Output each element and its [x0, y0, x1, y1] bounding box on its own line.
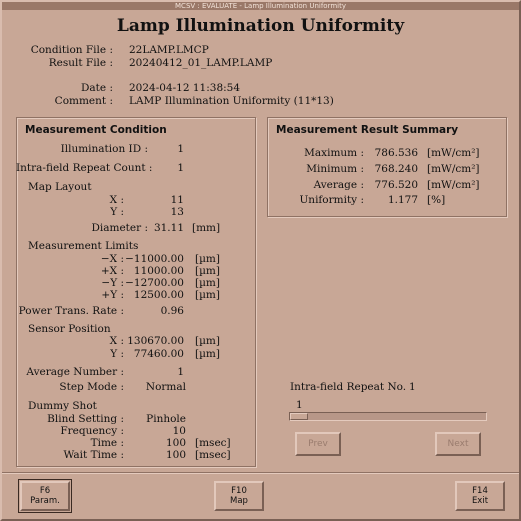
comment-value: LAMP Illumination Uniformity (11*13)	[129, 95, 334, 107]
sensor-x-unit: [µm]	[195, 335, 220, 347]
map-button[interactable]	[214, 481, 264, 511]
summary-maximum-value: 786.536	[374, 147, 418, 159]
diameter-label: Diameter :	[91, 222, 148, 234]
condition-file-label: Condition File :	[30, 44, 113, 56]
map-layout-label: Map Layout	[28, 181, 92, 193]
limit-plus-y-value: 12500.00	[133, 289, 184, 301]
result-file-label: Result File :	[48, 57, 113, 69]
average-number-value: 1	[177, 366, 184, 378]
date-label: Date :	[81, 82, 113, 94]
power-trans-rate-value: 0.96	[160, 305, 184, 317]
limit-plus-y-label: +Y :	[101, 289, 124, 301]
map-y-label: Y :	[110, 206, 124, 218]
wait-time-unit: [msec]	[195, 449, 231, 461]
power-trans-rate-label: Power Trans. Rate :	[18, 305, 124, 317]
prev-button[interactable]: Prev	[295, 432, 341, 456]
map-label: Map	[230, 496, 248, 506]
param-label: Param.	[30, 496, 60, 506]
sensor-y-label: Y :	[110, 348, 124, 360]
limit-plus-x-label: +X :	[100, 265, 124, 277]
summary-minimum-unit: [mW/cm²]	[427, 163, 480, 175]
intra-repeat-label: Intra-field Repeat Count :	[16, 162, 153, 174]
next-button[interactable]: Next	[435, 432, 481, 456]
repeat-number-label: Intra-field Repeat No.	[290, 381, 407, 393]
exit-button[interactable]	[455, 481, 505, 511]
limit-minus-y-unit: [µm]	[195, 277, 220, 289]
summary-minimum-label: Minimum :	[306, 163, 364, 175]
map-x-value: 11	[170, 194, 184, 206]
repeat-slider-thumb[interactable]	[290, 413, 308, 420]
dummy-shot-label: Dummy Shot	[28, 400, 97, 412]
blind-setting-label: Blind Setting :	[47, 413, 124, 425]
page-title: Lamp Illumination Uniformity	[116, 16, 405, 36]
result-file-value: 20240412_01_LAMP.LAMP	[129, 57, 273, 69]
summary-average-unit: [mW/cm²]	[427, 179, 480, 191]
limit-plus-y-unit: [µm]	[195, 289, 220, 301]
summary-maximum-unit: [mW/cm²]	[427, 147, 480, 159]
param-button[interactable]	[20, 481, 70, 511]
diameter-unit: [mm]	[192, 222, 221, 234]
illumination-id-value: 1	[177, 143, 184, 155]
summary-average-label: Average :	[313, 179, 364, 191]
time-label: Time :	[90, 437, 124, 449]
map-y-value: 13	[170, 206, 184, 218]
limit-minus-x-unit: [µm]	[195, 253, 220, 265]
wait-time-label: Wait Time :	[63, 449, 124, 461]
repeat-number-value: 1	[409, 381, 416, 393]
summary-minimum-value: 768.240	[374, 163, 418, 175]
comment-label: Comment :	[54, 95, 113, 107]
repeat-slider[interactable]	[289, 412, 487, 421]
wait-time-value: 100	[165, 449, 186, 461]
window-title-bar[interactable]: MCSV : EVALUATE - Lamp Illumination Uniformity	[2, 2, 519, 10]
limit-minus-x-value: −11000.00	[125, 253, 184, 265]
measurement-condition-title: Measurement Condition	[25, 124, 167, 136]
intra-repeat-value: 1	[177, 162, 184, 174]
exit-label: Exit	[471, 496, 489, 506]
exit-key: F14	[472, 486, 488, 496]
sensor-y-unit: [µm]	[195, 348, 220, 360]
time-value: 100	[165, 437, 186, 449]
limit-plus-x-unit: [µm]	[195, 265, 220, 277]
result-summary-title: Measurement Result Summary	[276, 124, 459, 136]
frequency-label: Frequency :	[60, 425, 124, 437]
summary-uniformity-value: 1.177	[387, 194, 418, 206]
step-mode-value: Normal	[145, 381, 186, 393]
limit-minus-y-value: −12700.00	[125, 277, 184, 289]
diameter-value: 31.11	[153, 222, 184, 234]
sensor-position-label: Sensor Position	[28, 323, 111, 335]
illumination-id-label: Illumination ID :	[60, 143, 148, 155]
map-x-label: X :	[109, 194, 124, 206]
date-value: 2024-04-12 11:38:54	[129, 82, 241, 94]
time-unit: [msec]	[195, 437, 231, 449]
condition-file-value: 22LAMP.LMCP	[129, 44, 209, 56]
frequency-value: 10	[172, 425, 186, 437]
blind-setting-value: Pinhole	[146, 413, 186, 425]
average-number-label: Average Number :	[26, 366, 124, 378]
limit-plus-x-value: 11000.00	[133, 265, 184, 277]
step-mode-label: Step Mode :	[59, 381, 124, 393]
slider-value: 1	[296, 399, 303, 411]
sensor-y-value: 77460.00	[133, 348, 184, 360]
limit-minus-y-label: −Y :	[101, 277, 124, 289]
sensor-x-value: 130670.00	[127, 335, 184, 347]
summary-maximum-label: Maximum :	[304, 147, 364, 159]
summary-average-value: 776.520	[374, 179, 418, 191]
summary-uniformity-label: Uniformity :	[299, 194, 364, 206]
map-key: F10	[231, 486, 247, 496]
footer-separator	[2, 472, 519, 474]
limit-minus-x-label: −X :	[100, 253, 124, 265]
summary-uniformity-unit: [%]	[427, 194, 446, 206]
sensor-x-label: X :	[109, 335, 124, 347]
measurement-limits-label: Measurement Limits	[28, 240, 139, 252]
param-key: F6	[39, 486, 51, 496]
